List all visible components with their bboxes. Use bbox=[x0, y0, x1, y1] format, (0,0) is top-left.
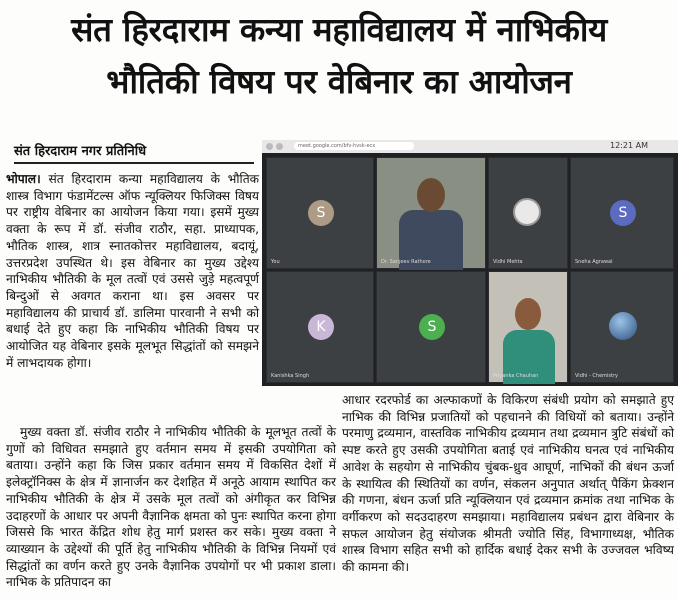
emblem-icon bbox=[513, 198, 541, 226]
participant-head bbox=[515, 298, 541, 330]
participant-tile bbox=[488, 157, 568, 269]
participant-name: Sneha Agrawal bbox=[575, 259, 613, 265]
refresh-icon bbox=[276, 143, 283, 150]
globe-icon bbox=[609, 312, 637, 340]
avatar: K bbox=[308, 314, 334, 340]
webinar-screenshot bbox=[262, 140, 678, 386]
participant-tile bbox=[266, 271, 374, 383]
article-intro bbox=[6, 171, 259, 371]
avatar: S bbox=[610, 200, 636, 226]
clock: 12:21 AM bbox=[610, 141, 648, 150]
participant-tile bbox=[266, 157, 374, 269]
participant-name: Vidhi - Chemistry bbox=[575, 373, 618, 379]
participant-name: Vidhi Mehta bbox=[493, 259, 523, 265]
participant-name: Kanishka Singh bbox=[271, 373, 310, 379]
back-icon bbox=[266, 143, 273, 150]
participant-tile bbox=[570, 271, 674, 383]
headline-line-2: भौतिकी विषय पर वेबिनार का आयोजन bbox=[106, 62, 572, 101]
speaker-head bbox=[417, 178, 445, 212]
participant-tile bbox=[376, 271, 486, 383]
browser-url: meet.google.com/bfv-hvsk-ecx bbox=[294, 142, 414, 150]
participant-tile bbox=[570, 157, 674, 269]
headline bbox=[0, 4, 678, 108]
participant-name: You bbox=[271, 259, 280, 265]
paragraph-3: आधार रदरफोर्ड का अल्फाकणों के विकिरण संबंधी प्रयोग को समझाते हुए नाभिक की विभिन्न प्रजातियों को पहचानने की विधियों को बताया। उन्होंने परमाणु द्रव्यमान, वास्तविक नाभिकीय द्रव्यमान तथा द्रव्यमान त्रुटि संबंधों को स्पष्ट करते हुए उसकी उपयोगिता बताई एवं नाभिकीय घनत्व एवं नाभिकीय आवेश के सहयोग से नाभिकीय चुंबक-ध्रुव आघूर्ण, नाभिकों की बंधन ऊर्जा के स्थायित्व की स्थितियों का वर्णन, संकलन अनुपात अर्थात् पैकिंग फ्रेक्शन की गणना, बंधन ऊर्जा प्रति न्यूक्लियान एवं द्रव्यमान क्रमांक तथा नाभिक के वर्गीकरण को सदउदाहरण समझाया। महाविद्यालय प्रबंधन द्वारा वेबिनार के सफल आयोजन हेतु संयोजक श्रीमती ज्योति सिंह, विभागाध्यक्ष, भौतिक शास्त्र विभाग सहित सभी को हार्दिक बधाई देकर सभी के उज्जवल भविष्य की कामना की। bbox=[342, 393, 674, 575]
paragraph-1: संत हिरदाराम कन्या महाविद्यालय के भौतिक शास्त्र विभाग फंडामेंटल्स ऑफ न्यूक्लियर फिजिक्स विषय पर राष्ट्रीय वेबिनार का आयोजन किया गया। इसमें मुख्य वक्ता के रूप में डॉ. संजीव राठौर, सहा. प्राध्यापक, भौतिक शास्त्र, शात्र स्नातकोत्तर महाविद्यालय, बदायूं, उत्तरप्रदेश उपस्थित थे। इस वेबिनार का मुख्य उद्देश्य नाभिकीय भौतिकी के मूल तत्वों एवं उससे जुड़े महत्वपूर्ण बिन्दुओं से अवगत कराना था। इस अवसर पर महाविद्यालय की प्राचार्य डॉ. डालिमा पारवानी ने सभी को बधाई देते हुए कहा कि नाभिकीय भौतिकी विषय पर आयोजित यह वेबिनार इसके मूलभूत सिद्धांतों को समझने में लाभदायक होगा। bbox=[6, 172, 259, 370]
meeting-grid bbox=[262, 153, 678, 386]
dateline: भोपाल। bbox=[6, 172, 41, 186]
participant-name: Dr. Sanjeev Rathore bbox=[381, 259, 431, 265]
participant-tile-speaker bbox=[376, 157, 486, 269]
avatar: S bbox=[419, 314, 445, 340]
paragraph-2: मुख्य वक्ता डॉ. संजीव राठौर ने नाभिकीय भौतिकी के मूलभूत तत्वों के गुणों को विधिवत समझाते हुए वर्तमान समय में इसकी उपयोगिता को बताया। उन्होंने कहा कि जिस प्रकार वर्तमान समय में विकसित देशों में इलेक्ट्रॉनिक्स के क्षेत्र में ज्ञानार्जन कर देशहित में अनूठे आयाम स्थापित कर नाभिकीय भौतिकी के क्षेत्र में उसके मूल तत्वों को अंगीकृत कर विभिन्न उदाहरणों के आधार पर अपनी वैज्ञानिक क्षमता को पुनः स्थापित करना होगा जिससे कि भारत केंद्रित शोध हेतु मार्ग प्रशस्त कर सके। मुख्य वक्ता ने व्याख्यान के उद्देश्यों की पूर्ति हेतु नाभिकीय भौतिकी के विभिन्न नियमों एवं सिद्धांतों का वर्णन करते हुए उनके वैज्ञानिक उपयोगों पर भी प्रकाश डाला। नाभिक के प्रतिपादन का bbox=[6, 425, 336, 590]
headline-line-1: संत हिरदाराम कन्या महाविद्यालय में नाभिकीय bbox=[71, 10, 607, 49]
byline: संत हिरदाराम नगर प्रतिनिधि bbox=[14, 141, 254, 164]
avatar: S bbox=[308, 200, 334, 226]
participant-tile-video bbox=[488, 271, 568, 383]
browser-bar bbox=[262, 140, 678, 153]
participant-name: Priyanka Chauhan bbox=[493, 373, 539, 379]
